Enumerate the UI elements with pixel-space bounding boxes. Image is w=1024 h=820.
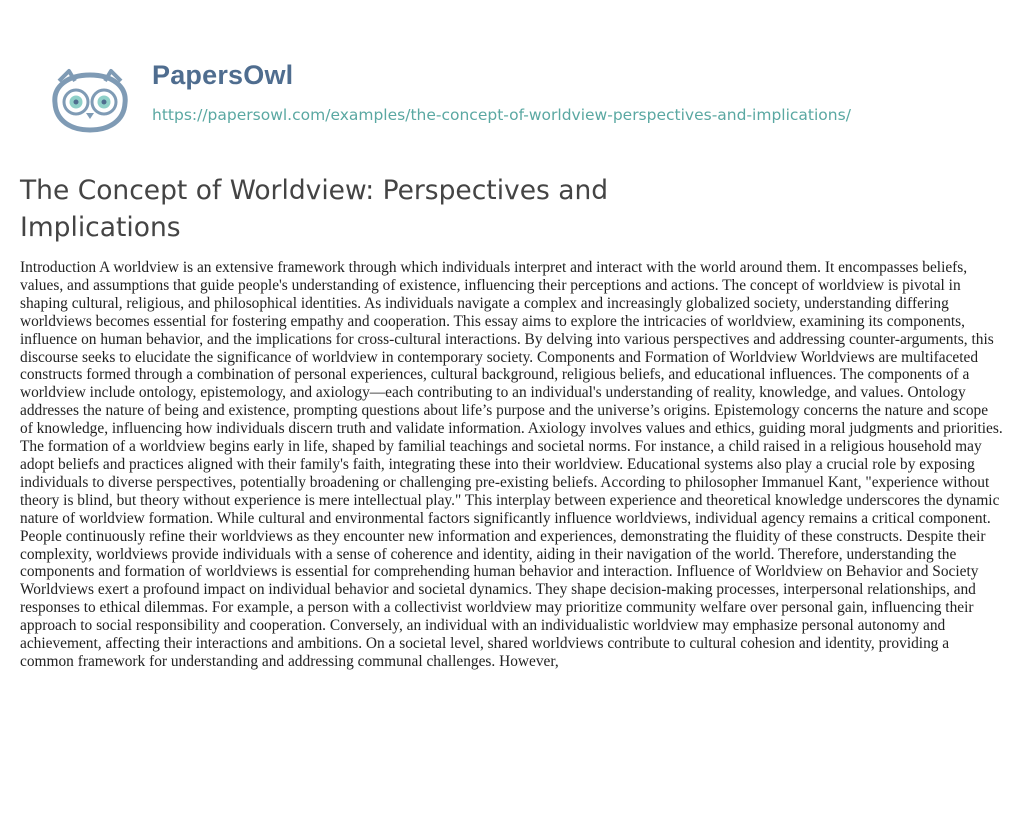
owl-logo-icon [49, 67, 131, 135]
page-title: The Concept of Worldview: Perspectives and Implications [20, 175, 609, 243]
source-url[interactable]: https://papersowl.com/examples/the-concept-of-worldview-perspectives-and-implications/ [152, 106, 851, 124]
essay-body: Introduction A worldview is an extensive framework through which individuals interpret and interact with the world around them. It encompasses beliefs, values, and assumptions that guide people's understanding of existence, influencing their perceptions and actions. The concept of worldview is pivotal in shaping cultural, religious, and philosophical identities. As individuals navigate a complex and increasingly globalized society, understanding differing worldviews becomes essential for fostering empathy and cooperation. This essay aims to explore the intricacies of worldview, examining its components, influence on human behavior, and the implications for cross-cultural interactions. By delving into various perspectives and addressing counter-arguments, this discourse seeks to elucidate the significance of worldview in contemporary society. Components and Formation of Worldview Worldviews are multifaceted constructs formed through a combination of personal experiences, cultural background, religious beliefs, and educational influences. The components of a worldview include ontology, epistemology, and axiology—each contributing to an individual's understanding of reality, knowledge, and values. Ontology addresses the nature of being and existence, prompting questions about life’s purpose and the universe’s origins. Epistemology concerns the nature and scope of knowledge, influencing how individuals discern truth and validate information. Axiology involves values and ethics, guiding moral judgments and priorities. The formation of a worldview begins early in life, shaped by familial teachings and societal norms. For instance, a child raised in a religious household may adopt beliefs and practices aligned with their family's faith, integrating these into their worldview. Educational systems also play a crucial role by exposing individuals to diverse perspectives, potentially broadening or challenging pre-existing beliefs. According to philosopher Immanuel Kant, "experience without theory is blind, but theory without experience is mere intellectual play." This interplay between experience and theoretical knowledge underscores the dynamic nature of worldview formation. While cultural and environmental factors significantly influence worldviews, individual agency remains a critical component. People continuously refine their worldviews as they encounter new information and experiences, demonstrating the fluidity of these constructs. Despite their complexity, worldviews provide individuals with a sense of coherence and identity, aiding in their navigation of the world. Therefore, understanding the components and formation of worldviews is essential for comprehending human behavior and interaction. Influence of Worldview on Behavior and Society Worldviews exert a profound impact on individual behavior and societal dynamics. They shape decision-making processes, interpersonal relationships, and responses to ethical dilemmas. For example, a person with a collectivist worldview may prioritize community welfare over personal gain, influencing their approach to social responsibility and cooperation. Conversely, an individual with an individualistic worldview may emphasize personal autonomy and achievement, affecting their interactions and ambitions. On a societal level, shared worldviews contribute to cultural cohesion and identity, providing a common framework for understanding and addressing communal challenges. However, [20, 259, 1003, 670]
brand-name[interactable]: PapersOwl [152, 60, 294, 90]
